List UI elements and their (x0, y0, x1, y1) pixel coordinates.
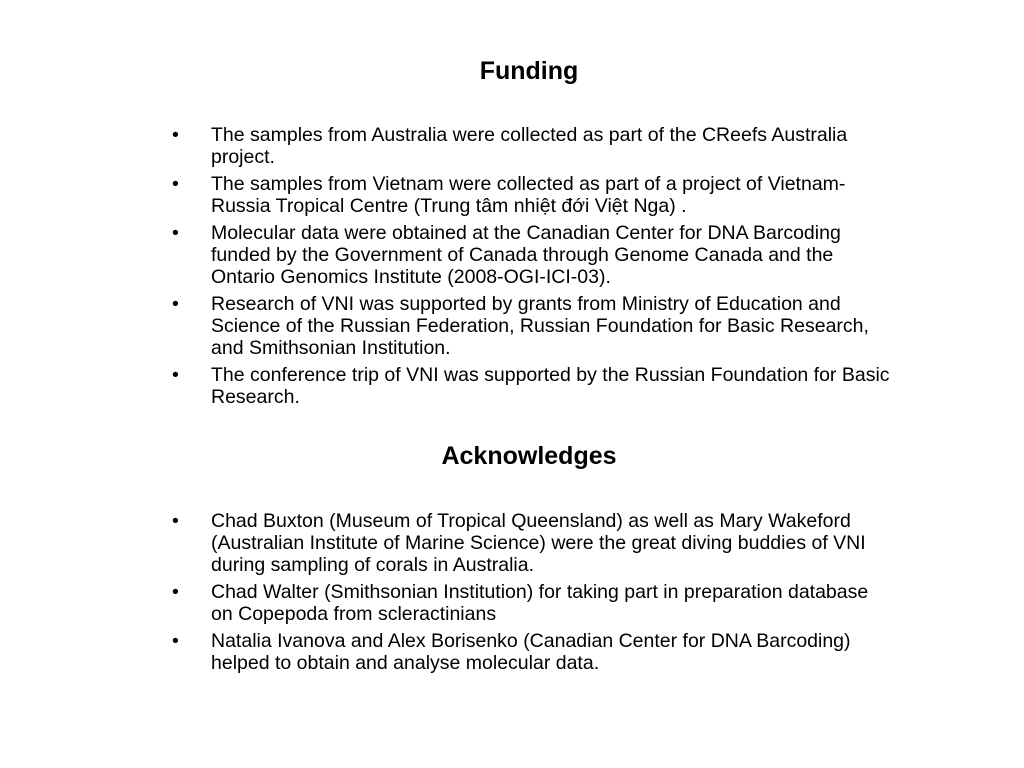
bullet-icon: • (172, 222, 179, 244)
funding-item-5 (170, 364, 890, 408)
funding-heading: Funding (479, 57, 579, 85)
acknowledges-list (170, 510, 890, 679)
acknowledges-item-2 (170, 581, 890, 625)
bullet-icon: • (172, 364, 179, 386)
funding-item-text: Molecular data were obtained at the Canadian Center for DNA Barcoding funded by the Government of Canada through Genome Canada and the Ontario Genomics Institute (2008-OGI-ICI-03). (211, 222, 841, 288)
funding-item-text: The samples from Australia were collected as part of the CReefs Australia project. (211, 124, 848, 168)
acknowledges-item-text: Natalia Ivanova and Alex Borisenko (Canadian Center for DNA Barcoding) helped to obtain and analyse molecular data. (211, 630, 851, 674)
bullet-icon: • (172, 124, 179, 146)
acknowledges-item-text: Chad Buxton (Museum of Tropical Queensland) as well as Mary Wakeford (Australian Institute of Marine Science) were the great diving buddies of VNI during sampling of corals in Australia. (211, 510, 866, 576)
bullet-icon: • (172, 173, 179, 195)
acknowledges-item-1 (170, 510, 890, 576)
bullet-icon: • (172, 630, 179, 652)
acknowledges-item-3 (170, 630, 890, 674)
bullet-icon: • (172, 581, 179, 603)
funding-list (170, 124, 890, 413)
bullet-icon: • (172, 510, 179, 532)
funding-item-4 (170, 293, 890, 359)
acknowledges-item-text: Chad Walter (Smithsonian Institution) for taking part in preparation database on Copepoda from scleractinians (211, 581, 869, 625)
funding-item-2 (170, 173, 890, 217)
funding-item-text: The conference trip of VNI was supported by the Russian Foundation for Basic Research. (211, 364, 890, 408)
acknowledges-heading: Acknowledges (441, 442, 617, 470)
funding-item-3 (170, 222, 890, 288)
bullet-icon: • (172, 293, 179, 315)
funding-item-1 (170, 124, 890, 168)
funding-item-text: Research of VNI was supported by grants from Ministry of Education and Science of the Russian Federation, Russian Foundation for Basic Research, and Smithsonian Institution. (211, 293, 869, 359)
funding-item-text: The samples from Vietnam were collected as part of a project of Vietnam-Russia Tropical Centre (Trung tâm nhiệt đới Việt Nga) . (211, 173, 846, 217)
